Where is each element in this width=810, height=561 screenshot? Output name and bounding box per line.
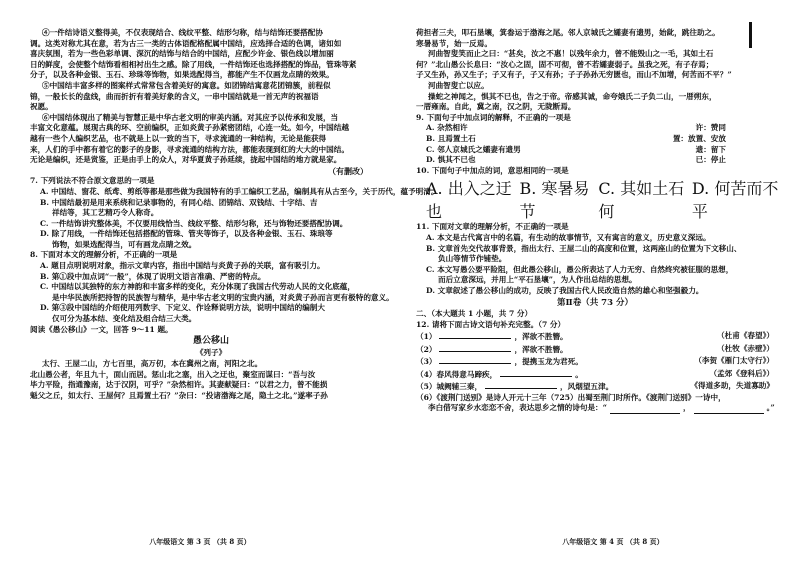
q10-option-d: D. 何苦而不平	[691, 179, 779, 222]
q9-option-gloss: 已：停止	[695, 155, 726, 165]
question-12-stem: 12. 请将下面古诗文语句补充完整。（7 分）	[416, 319, 566, 329]
poem-fill-row	[416, 355, 774, 368]
poem-fill-list	[416, 330, 774, 393]
passage-text	[30, 359, 392, 401]
paragraph-line: 来，人们的手中都有着它的影子的身影，寻求流通的结构方法，都能表现到红的大大的中国结。	[30, 144, 349, 154]
q9-option-gloss: 许：赞同	[695, 123, 726, 133]
q9-option-row	[416, 155, 726, 166]
q9-option-gloss: 置：放置、安放	[672, 133, 726, 143]
option-d: D. 第③段中国结的介绍使用列数字、下定义、作诠释说明方法，说明中国结的编制大	[40, 303, 325, 313]
paragraph-line: 喜庆氛围，若为一些色彩单调、深沉的结饰与结合的中国结，应配少许金、银色线以增加丽	[30, 49, 334, 59]
option-b: B. 中国结最初是用来系绕和记录事物的，有同心结、团锦结、双钱结、十字结、吉	[40, 197, 318, 207]
q12-6-end: 。”	[766, 403, 775, 413]
passage-line: 寒暑易节，始一反焉。	[416, 38, 492, 48]
option-d: D. 文章叙述了愚公移山的成功，反映了我国古代人民改造自然的雄心和坚强毅力。	[426, 285, 704, 295]
option-b: B. 第①段中加点词“一般”，体现了说明文语言准确、严密的特点。	[40, 271, 266, 281]
poem-suffix: ，风烟望五津。	[560, 382, 614, 392]
q9-option-text: D. 惧其不已也	[426, 155, 476, 165]
poem-suffix: ，浑欲不胜簪。	[514, 332, 568, 342]
poem-credit: （杜牧《赤壁》）	[717, 343, 774, 353]
passage-line: 北山愚公者，年且九十，面山而居。惩山北之塞，出入之迂也，聚室而谋曰：“吾与汝	[30, 369, 316, 379]
question-9-options	[416, 123, 774, 165]
q10-option-b: B. 寒暑易节	[519, 179, 590, 222]
passage-text-continued	[416, 28, 774, 113]
page-footer-left: 八年级语文 第 3 页 （共 8 页）	[149, 537, 251, 546]
option-d: D. 除了用线，一件结饰还包括搭配的管珠、管夹等饰子，以及各种金银、玉石、珠琅等	[40, 229, 333, 239]
poem-suffix: ，提携玉龙为君死。	[514, 357, 583, 367]
question-stem: 8. 下面对本文的理解分析，不正确的一项是	[30, 250, 178, 260]
option-a: A. 题目点明说明对象，指示文章内容，指出中国结与炎黄子孙的关联，富有吸引力。	[40, 261, 325, 271]
paragraph-line: ⑥中国结体现出了精美与智慧正是中华古老文明的审美内涵。对其应予以传承和发展，当	[42, 112, 339, 122]
passage-line: 荷担者三夫，叩石垦壤，箕畚运于渤海之尾。邻人京城氏之孀妻有遗男，始龀，跳往助之。	[416, 28, 720, 37]
q9-option-text: A. 杂然相许	[426, 123, 468, 133]
answer-blank[interactable]	[439, 330, 511, 339]
poem-suffix: 。	[575, 369, 583, 379]
poem-line	[416, 380, 631, 393]
q9-option-row	[416, 134, 726, 145]
question-10-stem: 10. 下面句子中加点的词，意思相同的一项是	[416, 165, 569, 175]
comma: ，	[683, 403, 691, 413]
passage-line: 一厝雍南。自此，冀之南，汉之阴，无陇断焉。	[416, 102, 576, 112]
question-10-options	[416, 176, 786, 222]
passage-line: 操蛇之神闻之，惧其不已也，告之于帝。帝感其诚，命夸娥氏二子负二山，一厝朔东，	[428, 91, 717, 101]
option-b: 祥结等，其工艺精巧令人称奇。	[52, 208, 159, 218]
passage-author: 《列子》	[195, 348, 227, 358]
poem-credit: （杜甫《春望》）	[717, 331, 774, 341]
poem-fill-row	[416, 380, 774, 393]
poem-line	[416, 355, 631, 368]
poem-credit: （孟郊《登科后》）	[709, 368, 774, 378]
poem-line	[416, 330, 631, 343]
option-c: C. 本文写愚公要平险阻，但此愚公移山，愚公所表达了人力无穷、自然终究被征服的思想，	[426, 264, 734, 274]
reading-intro: 阅读《愚公移山》一文，回答 9～11 题。	[30, 324, 173, 334]
paragraph-line: 锦，一般长长的盘线，曲而折折有着美好象的含义，一串中国结就是一首无声的祝福语	[30, 91, 319, 101]
passage-line: 太行、王屋二山，方七百里，高万仞，本在冀州之南，河阳之北。	[42, 359, 263, 369]
paragraph-line: 丰富文化意蕴。展现古典的环、空前编织，正如炎黄子孙紧密团结，心连一处。如今，中国结越	[30, 123, 349, 133]
passage-line: 何？”北山愚公长息曰：“汝心之固，固不可彻，曾不若孀妻弱子。虽我之死，有子存焉；	[416, 59, 714, 69]
q9-option-text: C. 邻人京城氏之孀妻有遗男	[426, 144, 521, 154]
passage-line: 子又生孙，孙又生子；子又有子，子又有孙；子子孙孙无穷匮也，而山不加增，何苦而不平？”	[416, 70, 732, 80]
question-stem: 7. 下列说法不符合原文意思的一项是	[30, 176, 155, 186]
right-page	[400, 0, 794, 561]
poem-fill-row	[416, 368, 774, 381]
answer-blank[interactable]	[485, 380, 557, 389]
q9-option-row	[416, 145, 726, 156]
q12-6-text: 李白借写家乡水恋恋不舍，表达思乡之情的诗句是：“	[428, 403, 608, 413]
question-11	[416, 222, 774, 296]
q10-option-a: A. 出入之迂也	[426, 179, 512, 222]
answer-blank[interactable]	[694, 405, 764, 414]
paragraph-4	[30, 28, 392, 81]
poem-line	[416, 368, 631, 381]
option-b: B. 文章首先交代故事背景，指出太行、王屋二山的高度和位置，这两座山的位置为下文移山、	[426, 243, 742, 253]
passage-line: 河曲智叟笑而止之曰：“甚矣，汝之不惠！以残年余力，曾不能毁山之一毛，其如土石	[428, 49, 714, 59]
poem-prefix: （3）	[416, 357, 437, 367]
question-9-stem: 9. 下面句子中加点词的解释，不正确的一项是	[416, 112, 571, 122]
question-8	[30, 250, 392, 324]
poem-credit: 《得道多助，失道寡助》	[690, 381, 774, 391]
option-a: A. 中国结、窗花、纸鸢、剪纸等都是那些做为我国特有的手工编织工艺品，编制具有从古至今，关于历代，蕴予明清。	[40, 186, 439, 196]
option-c: 是中华民族所把持智的民族智与精华，是中华古老文明的宝贵内涵，对炎黄子孙而言更有极特的意义。	[52, 292, 394, 302]
paragraph-line: 分子，以及各种金银、玉石、珍珠等饰物，如果选配得当，都能产生不仅画龙点睛的效果。	[30, 70, 334, 80]
question-12-6-line: （6）《渡荆门送别》是诗人开元十三年（725）出蜀至荆门时所作。《渡荆门送别》一诗中，	[416, 392, 726, 402]
binding-mark	[749, 22, 752, 48]
q9-option-text: B. 且焉置土石	[426, 133, 476, 143]
part-2-heading: 第Ⅱ卷（共 73 分）	[557, 298, 633, 309]
poem-fill-row	[416, 343, 774, 356]
option-c: 而后立意深远，并用上“平石垦壤”，为人作出总结的思想。	[438, 275, 637, 285]
option-d: 饰物，如果选配得当，可有画龙点睛之效。	[52, 239, 197, 249]
passage-line: 魁父之丘，如太行、王屋何？且焉置土石？”杂曰：“投诸渤海之尾，隐土之北。”遂率子孙	[30, 391, 328, 400]
option-c: C. 一件结饰讲究整体美，不仅要用线恰当、线纹平整、结形匀称，还与饰物还要搭配协调。	[40, 218, 348, 228]
paragraph-line: 越有一些个人编织艺品，也不就是上以一致的当下，寻求流通的一种结构，无论是能获得	[30, 133, 327, 143]
paragraph-6	[30, 113, 392, 166]
paragraph-line: 日的鲜度，会使整个结饰看相相衬出生之感。除了用线，一件结饰还也选择搭配的饰品，管珠等紧	[30, 59, 357, 69]
answer-blank[interactable]	[500, 368, 572, 377]
poem-prefix: （5）城阙辅三秦，	[416, 382, 483, 392]
paragraph-line: ④一件结诗语义整得美，不仅表现结合、线纹平整、结形匀称，结与结饰还要搭配协	[42, 28, 323, 37]
paragraph-line: 调。这类对称尤其在意，若为古三一类的古体语配格配属中国结，应选择合适的色调，诸如如	[30, 38, 342, 48]
option-a: A. 本文是古代寓言中的名篇，有生动的故事情节，又有寓言的意义，历史意义深远。	[426, 232, 711, 242]
poem-line	[416, 343, 631, 356]
poem-prefix: （2）	[416, 344, 437, 354]
poem-fill-row	[416, 330, 774, 343]
question-stem: 11. 下面对文章的理解分析，不正确的一项是	[416, 222, 569, 232]
poem-prefix: （4）春风得意马蹄疾，	[416, 369, 498, 379]
answer-blank[interactable]	[439, 343, 511, 352]
passage-line: 河曲智叟亡以应。	[428, 80, 489, 90]
q9-option-gloss: 遗：留下	[695, 144, 726, 154]
answer-blank[interactable]	[439, 355, 511, 364]
q9-option-row	[416, 123, 726, 134]
q10-option-c: C. 其如土石何	[598, 179, 685, 222]
answer-blank[interactable]	[610, 405, 680, 414]
passage-line: 毕力平险，指通豫南，达于汉阴，可乎？”杂然相许。其妻献疑曰：“以君之力，曾不能损	[30, 380, 328, 390]
option-b: 负山等情节作铺垫。	[438, 254, 507, 264]
page-footer-right: 八年级语文 第 4 页 （共 8 页）	[562, 537, 664, 546]
poem-credit: （李贺《雁门太守行》）	[694, 356, 774, 366]
paragraph-line: 无论是编织，还是赏鉴，正是由手上的众人，对华夏黄子孙延续，拢起中国结的地方就是家。	[30, 155, 342, 165]
paragraph-line: ⑤中国结丰富多样的图案样式常常包含着美好的寓意。如团锦结寓意花团锦簇，前程似	[42, 80, 331, 90]
poem-suffix: ，浑欲不胜簪。	[514, 344, 568, 354]
question-7	[30, 176, 439, 250]
paragraph-5	[30, 81, 392, 113]
source-note: （有删改）	[328, 165, 368, 176]
paragraph-line: 祝愿。	[30, 102, 53, 112]
section-2-heading: 二、（本大题共 1 小题，共 7 分）	[416, 309, 533, 319]
poem-prefix: （1）	[416, 332, 437, 342]
option-d: 仅可分为基本结、变化结及组合结三大类。	[52, 314, 197, 324]
passage-title: 愚公移山	[192, 336, 229, 347]
question-12-6-line	[416, 403, 774, 414]
option-c: C. 中国结以其独特的东方神韵和丰富多样的变化，充分体现了我国古代劳动人民的文化底蕴，	[40, 282, 355, 292]
question-12-6	[416, 393, 774, 414]
